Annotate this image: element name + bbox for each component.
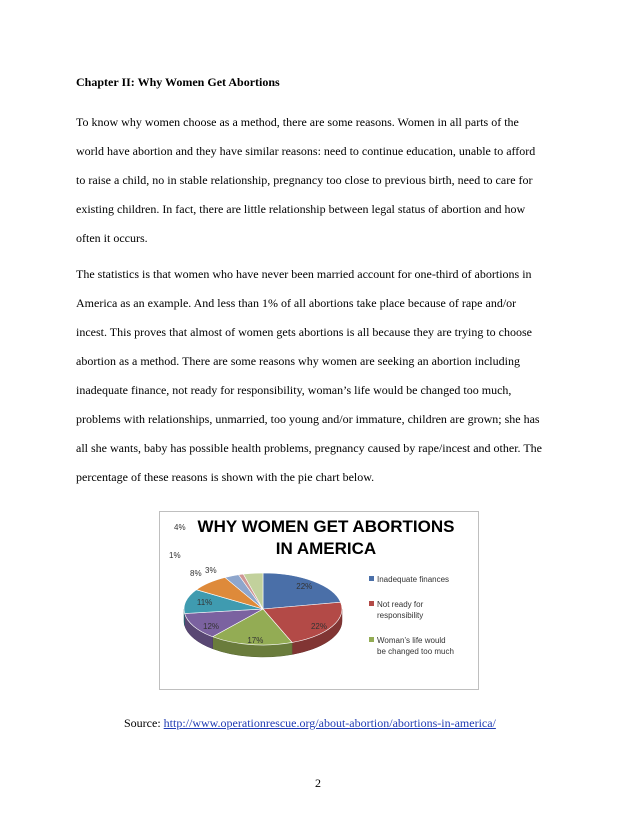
paragraph-line: inadequate finance, not ready for responsibility, woman’s life would be changed too much, [76,383,512,397]
chart-title-line: IN AMERICA [275,539,377,558]
paragraph-line: The statistics is that women who have never been married account for one-third of abortions in [76,267,532,281]
paragraph-1 [76,108,572,253]
paragraph-line: world have abortion and they have similar reasons: need to continue education, unable to afford [76,144,536,158]
pie-data-label: 22% [296,582,313,592]
paragraph-line: existing children. In fact, there are little relationship between legal status of abortion and how [76,202,526,216]
paragraph-line: America as an example. And less than 1% of all abortions take place because of rape and/or [76,296,517,310]
legend-label: Not ready for [377,600,424,609]
legend-item [369,635,479,657]
chapter-heading: Chapter II: Why Women Get Abortions [76,75,280,89]
paragraph-line: to raise a child, no in stable relationship, pregnancy too close to previous birth, need to care for [76,173,533,187]
pie-data-label: 1% [169,551,181,560]
legend-label: be changed too much [377,647,454,656]
source-citation [124,716,496,731]
pie-data-label: 22% [310,621,327,631]
legend-swatch [369,601,374,606]
page-number: 2 [315,776,321,790]
source-link[interactable]: http://www.operationrescue.org/about-abortion/abortions-in-america/ [163,716,496,730]
paragraph-line: problems with relationships, unmarried, too young and/or immature, children are grown; she has [76,412,540,426]
paragraph-line: To know why women choose as a method, there are some reasons. Women in all parts of the [76,115,519,129]
pie-data-label: 3% [205,566,217,575]
legend-label: Inadequate finances [377,575,450,584]
paragraph-line: all she wants, baby has possible health problems, pregnancy caused by rape/incest and other. The [76,441,542,455]
legend-item [369,574,479,585]
legend-swatch [369,637,374,642]
paragraph-line: percentage of these reasons is shown with the pie chart below. [76,470,375,484]
chart-title [196,516,456,560]
chart-legend [369,574,479,671]
source-prefix: Source: [124,716,164,730]
pie-chart [159,511,479,690]
chart-title-line: WHY WOMEN GET ABORTIONS [197,517,455,536]
pie-data-label: 17% [247,635,264,645]
paragraph-line: incest. This proves that almost of women gets abortions is all because they are trying to choose [76,325,533,339]
paragraph-line: abortion as a method. There are some reasons why women are seeking an abortion including [76,354,520,368]
pie-data-label: 12% [203,621,220,631]
legend-swatch [369,576,374,581]
legend-label: responsibility [377,611,424,620]
legend-label: Woman’s life would [377,636,446,645]
pie-data-label: 11% [196,597,213,607]
paragraph-2 [76,260,572,492]
legend-item [369,599,479,621]
pie-data-label: 8% [190,569,202,578]
paragraph-line: often it occurs. [76,231,148,245]
pie-data-label: 4% [174,523,186,532]
